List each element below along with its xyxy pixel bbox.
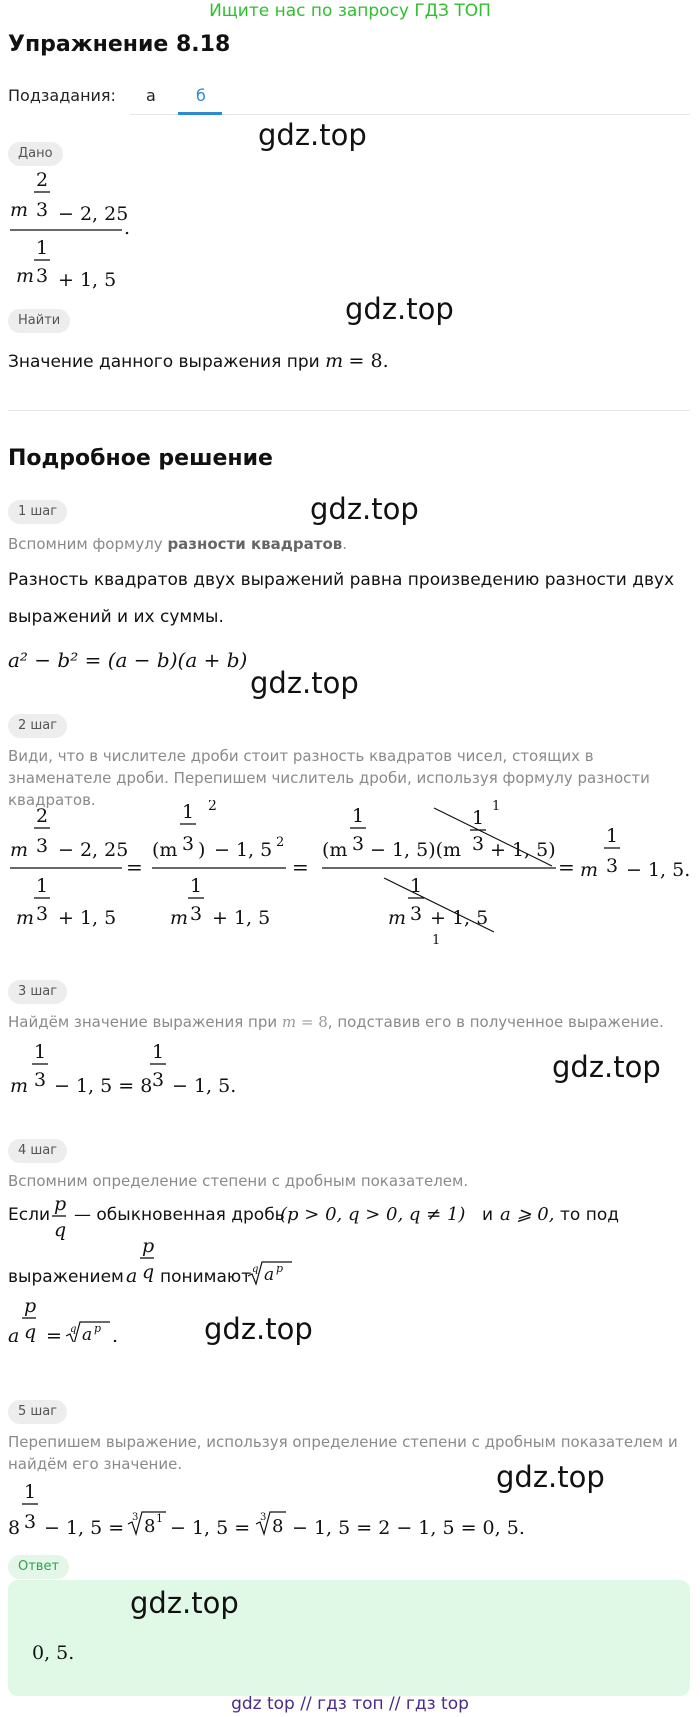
s3-exp-num-a: 1 bbox=[34, 1041, 47, 1063]
f3-exp-num-a: 1 bbox=[352, 805, 365, 827]
cancel-one-top: 1 bbox=[492, 800, 501, 814]
watermark: gdz.top bbox=[130, 1586, 239, 1620]
f2-exp-num: 1 bbox=[182, 801, 195, 823]
s3-exp-num-b: 1 bbox=[152, 1041, 165, 1063]
f2-sup2: 2 bbox=[208, 800, 217, 814]
s4-q: q bbox=[54, 1219, 67, 1241]
f1-den-rest: + 1, 5 bbox=[58, 907, 117, 929]
den-exp-den: 3 bbox=[36, 265, 49, 287]
s4-p: p bbox=[54, 1193, 67, 1215]
f2-open: (m bbox=[152, 839, 178, 861]
s4-conditions: (p > 0, q > 0, q ≠ 1) bbox=[280, 1204, 466, 1225]
tab-a[interactable]: а bbox=[146, 86, 156, 105]
step2-equation bbox=[8, 800, 698, 950]
s4-line2: выражением bbox=[8, 1267, 124, 1287]
watermark: gdz.top bbox=[345, 292, 454, 326]
s4-root-p2: p bbox=[94, 1322, 102, 1335]
f3-den-m: m bbox=[388, 907, 407, 929]
step5-formula bbox=[8, 1476, 568, 1546]
s5-rest2: − 1, 5 = bbox=[170, 1517, 251, 1539]
den-exp-num: 1 bbox=[36, 237, 49, 259]
given-dot: . bbox=[124, 217, 131, 239]
f3-den-exp-den: 3 bbox=[410, 903, 423, 925]
subtasks-label: Подзадания: bbox=[8, 86, 116, 105]
s4-understand: понимают bbox=[160, 1267, 252, 1287]
s4-exp-q2: q bbox=[24, 1321, 37, 1342]
s5-root-idx: 3 bbox=[132, 1512, 139, 1523]
s4-a2: a bbox=[8, 1325, 20, 1342]
s4-root-q: q bbox=[252, 1264, 259, 1275]
s5-root-body: 8 bbox=[144, 1516, 156, 1537]
f2-close: ) bbox=[198, 839, 206, 861]
s5-root-body2: 8 bbox=[272, 1516, 284, 1537]
s4-dash-text: — обыкновенная дробь bbox=[74, 1205, 285, 1225]
step5-hint: Перепишем выражение, используя определение степени с дробным показателем и найдём его значение. bbox=[8, 1433, 678, 1473]
f1-den-m: m bbox=[16, 907, 35, 929]
f2-den-exp-den: 3 bbox=[190, 903, 203, 925]
f3-exp-den-a: 3 bbox=[352, 833, 365, 855]
s4-a: a bbox=[126, 1265, 138, 1287]
s3-exp-den-a: 3 bbox=[34, 1069, 47, 1091]
step3-badge: 3 шаг bbox=[8, 980, 67, 1004]
find-eq: = 8. bbox=[348, 350, 389, 372]
answer-badge: Ответ bbox=[8, 1555, 69, 1579]
step1-text1: Разность квадратов двух выражений равна произведению разности двух bbox=[8, 570, 675, 590]
step1-text2: выражений и их суммы. bbox=[8, 607, 224, 627]
step2-badge: 2 шаг bbox=[8, 714, 67, 738]
f2-den-exp-num: 1 bbox=[190, 875, 203, 897]
watermark: gdz.top bbox=[310, 492, 419, 526]
s3-mid: − 1, 5 = 8 bbox=[54, 1075, 153, 1097]
step1-hint: Вспомним формулу разности квадратов. bbox=[8, 535, 348, 553]
f3-den-exp-num: 1 bbox=[410, 875, 423, 897]
den-rest: + 1, 5 bbox=[58, 269, 117, 291]
section-divider bbox=[8, 410, 690, 411]
f3-exp-num-b: 1 bbox=[472, 807, 485, 829]
den-base: m bbox=[16, 265, 35, 287]
step3-formula bbox=[8, 1036, 268, 1100]
answer-box bbox=[8, 1580, 690, 1696]
s4-root-q2: q bbox=[70, 1324, 77, 1335]
cancel-one-bottom: 1 bbox=[432, 933, 441, 948]
s4-and: и bbox=[482, 1205, 494, 1225]
f2-den-rest: + 1, 5 bbox=[212, 907, 271, 929]
s5-rest1: − 1, 5 = bbox=[44, 1517, 125, 1539]
tab-b[interactable]: б bbox=[196, 86, 206, 105]
step4-definition bbox=[8, 1192, 698, 1342]
f1-rest: − 2, 25 bbox=[58, 839, 129, 861]
num-rest: − 2, 25 bbox=[58, 203, 129, 225]
watermark: gdz.top bbox=[258, 118, 367, 152]
step1-formula: a² − b² = (a − b)(a + b) bbox=[8, 648, 248, 672]
f1-exp-den: 3 bbox=[36, 835, 49, 857]
s4-then: то под bbox=[560, 1205, 619, 1225]
res-m: m bbox=[580, 859, 599, 881]
given-badge: Дано bbox=[8, 142, 63, 166]
step1-badge: 1 шаг bbox=[8, 500, 67, 524]
f3-den-rest: + 1, 5 bbox=[430, 907, 489, 929]
watermark: gdz.top bbox=[204, 1312, 313, 1346]
f2-exp-den: 3 bbox=[182, 833, 195, 855]
find-var: m bbox=[325, 350, 344, 372]
s4-exp-p2: p bbox=[24, 1295, 37, 1317]
watermark: gdz.top bbox=[250, 666, 359, 700]
eq-1: = bbox=[126, 855, 143, 879]
watermark: gdz.top bbox=[496, 1460, 605, 1494]
f3-prod-b: − 1, 5)(m bbox=[370, 839, 462, 861]
num-exp-num: 2 bbox=[36, 169, 49, 191]
eq-2: = bbox=[292, 855, 309, 879]
s5-rest3: − 1, 5 = 2 − 1, 5 = 0, 5. bbox=[292, 1517, 525, 1539]
s5-exp-num: 1 bbox=[24, 1481, 37, 1503]
s5-8: 8 bbox=[8, 1517, 21, 1539]
s4-root-a2: a bbox=[82, 1325, 93, 1342]
watermark: gdz.top bbox=[552, 1050, 661, 1084]
num-base: m bbox=[10, 199, 29, 221]
answer-value: 0, 5. bbox=[32, 1642, 75, 1664]
s4-dot: . bbox=[112, 1325, 119, 1342]
s4-exp-q: q bbox=[142, 1261, 155, 1283]
res-tail: − 1, 5. bbox=[626, 859, 691, 881]
s4-root-a: a bbox=[264, 1265, 275, 1285]
step3-hint: Найдём значение выражения при m = 8, подставив его в полученное выражение. bbox=[8, 1013, 664, 1031]
s3-m: m bbox=[10, 1075, 29, 1097]
num-exp-den: 3 bbox=[36, 199, 49, 221]
res-exp-den: 3 bbox=[606, 855, 619, 877]
f1-den-exp-num: 1 bbox=[36, 875, 49, 897]
s4-exp-p: p bbox=[142, 1235, 155, 1257]
s4-eq: = bbox=[46, 1325, 62, 1342]
f2-den-m: m bbox=[170, 907, 189, 929]
f2-rest: − 1, 5 bbox=[214, 839, 273, 861]
res-exp-num: 1 bbox=[606, 825, 619, 847]
f3-exp-den-b: 3 bbox=[472, 833, 485, 855]
top-banner[interactable]: Ищите нас по запросу ГДЗ ТОП bbox=[209, 1, 491, 21]
f3-prod-c: + 1, 5) bbox=[490, 839, 556, 861]
eq-3: = bbox=[558, 855, 575, 879]
f1-m: m bbox=[10, 839, 29, 861]
s4-if: Если bbox=[8, 1205, 51, 1225]
f1-den-exp-den: 3 bbox=[36, 903, 49, 925]
find-text bbox=[8, 350, 389, 372]
find-sentence: Значение данного выражения при bbox=[8, 352, 320, 372]
step2-hint: Види, что в числителе дроби стоит разность квадратов чисел, стоящих в знаменателе дроби. Перепишем числитель дроби, используя формулу разности квадратов. bbox=[8, 747, 650, 809]
s5-root-idx2: 3 bbox=[260, 1512, 267, 1523]
tab-b-active-indicator bbox=[178, 112, 222, 115]
page-title: Упражнение 8.18 bbox=[8, 32, 231, 57]
f3-prod-a: (m bbox=[322, 839, 348, 861]
step4-hint: Вспомним определение степени с дробным показателем. bbox=[8, 1172, 469, 1190]
s5-root-exp: 1 bbox=[156, 1512, 163, 1525]
s5-exp-den: 3 bbox=[24, 1511, 37, 1533]
f1-exp-num: 2 bbox=[36, 805, 49, 827]
f2-sup2b: 2 bbox=[276, 835, 285, 850]
s3-tail: − 1, 5. bbox=[172, 1075, 237, 1097]
s3-exp-den-b: 3 bbox=[152, 1069, 165, 1091]
footer-links[interactable]: gdz top // гдз топ // гдз top bbox=[231, 1694, 469, 1714]
find-badge: Найти bbox=[8, 309, 70, 333]
step5-badge: 5 шаг bbox=[8, 1400, 67, 1424]
s4-root-p: p bbox=[276, 1262, 284, 1275]
s4-a-cond: a ⩾ 0, bbox=[500, 1204, 555, 1225]
solution-title: Подробное решение bbox=[8, 446, 273, 471]
step4-badge: 4 шаг bbox=[8, 1139, 67, 1163]
given-fraction bbox=[8, 164, 148, 292]
